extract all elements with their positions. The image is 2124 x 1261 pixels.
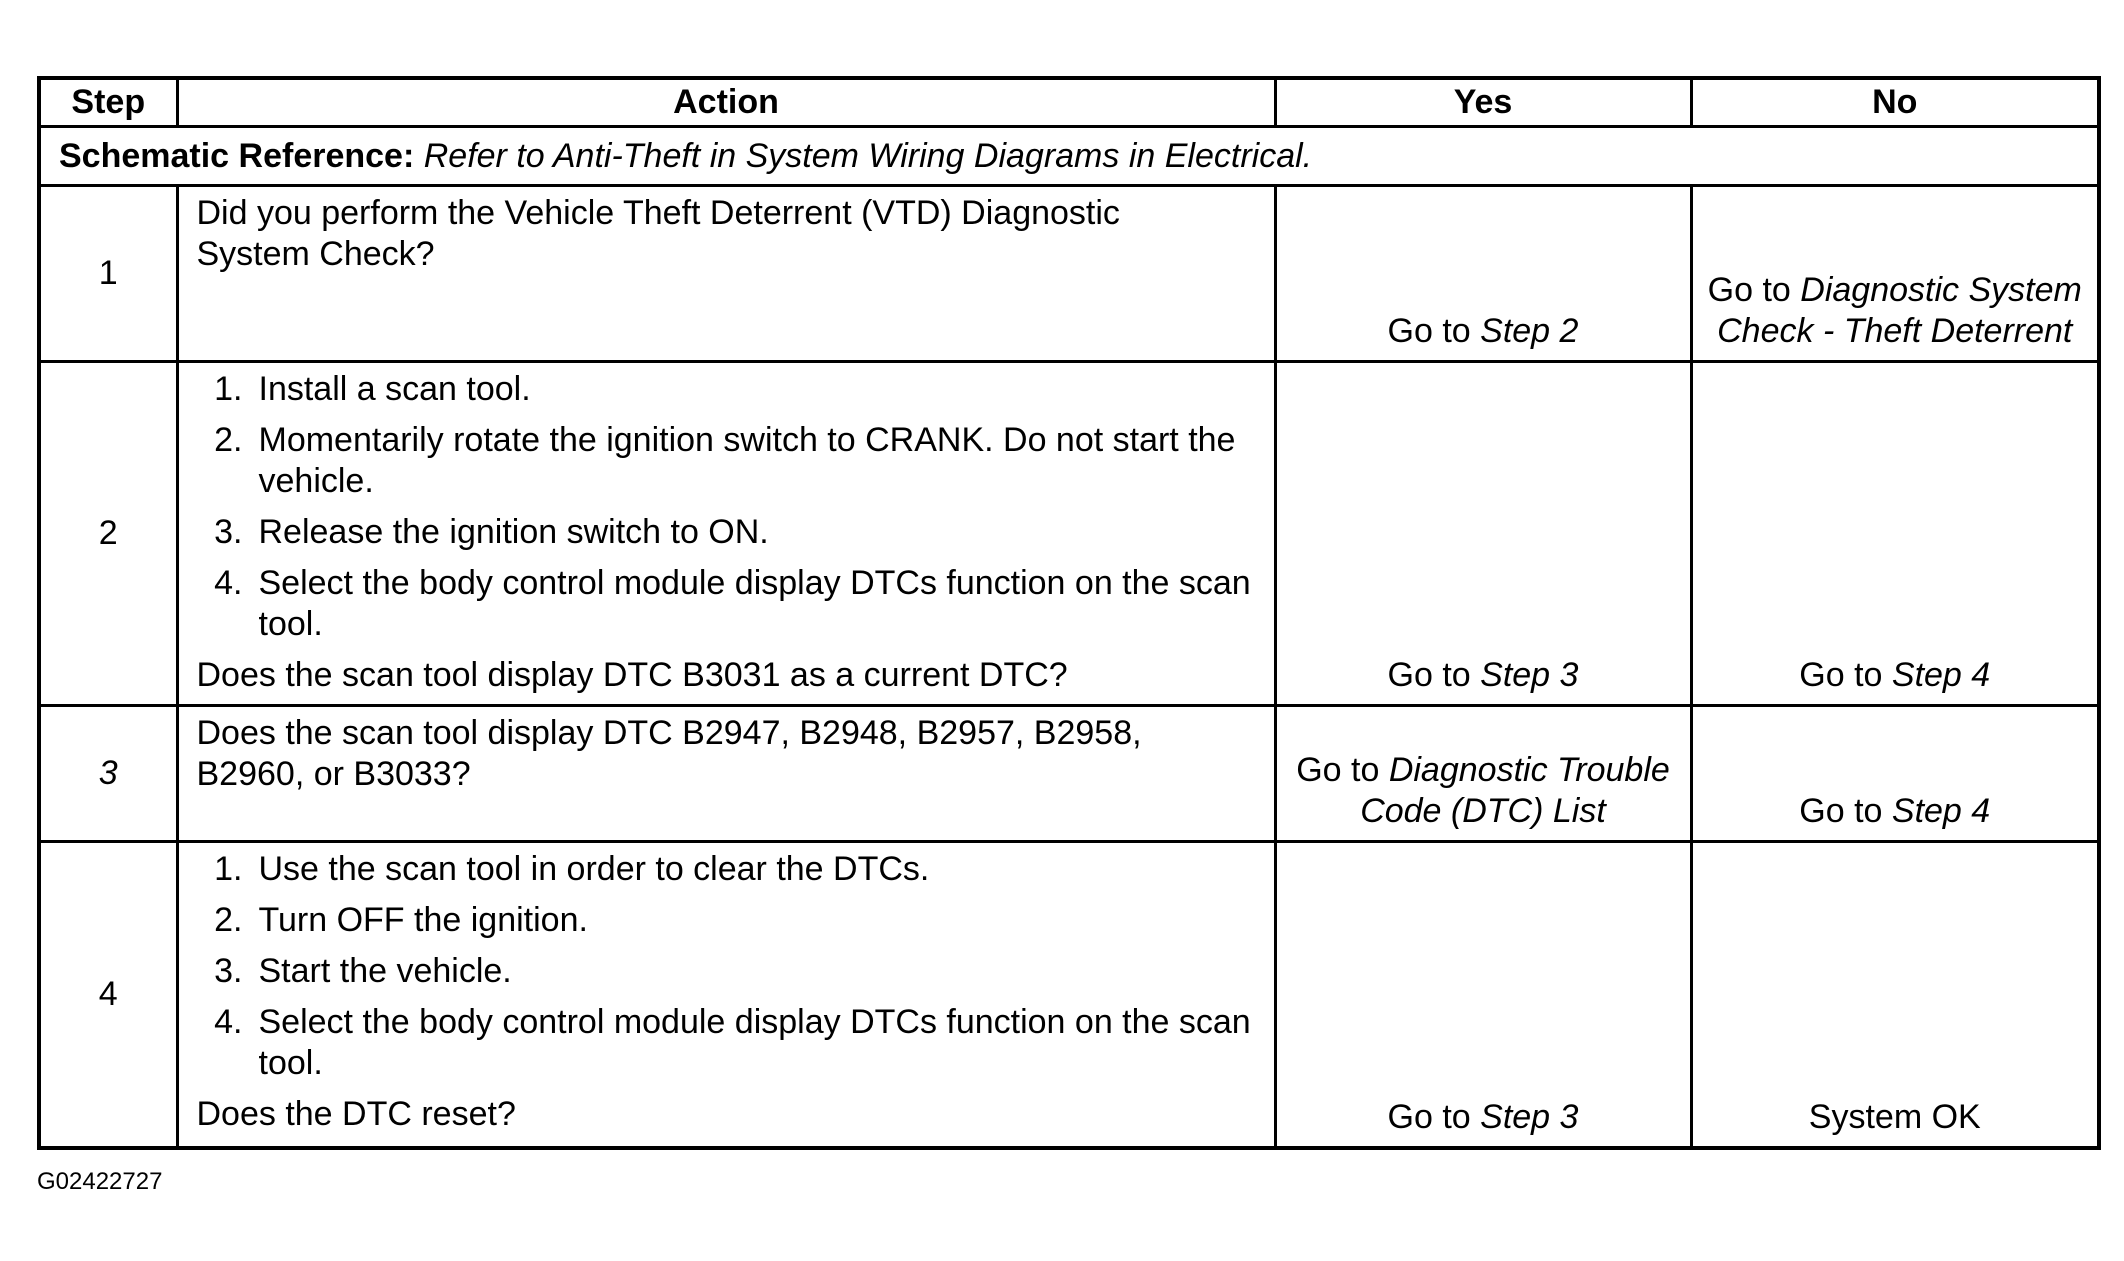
- substep-item: [197, 420, 1258, 502]
- substep-list: [197, 849, 1258, 1084]
- yes-link[interactable]: Diagnostic Trouble Code (DTC) List: [1360, 751, 1670, 830]
- step-number: 4: [39, 842, 177, 1148]
- action-text: Did you perform the Vehicle Theft Deterrent (VTD) Diagnostic System Check?: [196, 194, 1120, 273]
- yes-cell: [1275, 706, 1691, 842]
- header-no: No: [1691, 78, 2099, 127]
- substep-number: 2.: [214, 421, 243, 459]
- action-cell: [177, 186, 1275, 362]
- diagnostic-table: [37, 76, 2101, 1150]
- substep-text: Install a scan tool.: [258, 370, 531, 408]
- no-cell: [1691, 842, 2099, 1148]
- header-yes: Yes: [1275, 78, 1691, 127]
- action-text: Does the scan tool display DTC B2947, B2948, B2957, B2958, B2960, or B3033?: [196, 714, 1142, 793]
- schematic-reference: [39, 127, 2099, 186]
- yes-link[interactable]: Step 2: [1480, 312, 1579, 350]
- substep-item: [197, 951, 1258, 992]
- yes-prefix: Go to: [1387, 312, 1481, 350]
- table-row: [39, 362, 2099, 706]
- substep-text: Start the vehicle.: [258, 952, 512, 990]
- substep-number: 4.: [214, 1003, 243, 1041]
- substep-item: [197, 1002, 1258, 1084]
- no-cell: [1691, 706, 2099, 842]
- substep-item: [197, 512, 1258, 553]
- yes-prefix: Go to: [1387, 656, 1481, 694]
- no-prefix: Go to: [1799, 792, 1892, 830]
- no-prefix: Go to: [1799, 656, 1892, 694]
- schematic-reference-row: [39, 127, 2099, 186]
- action-cell: [177, 362, 1275, 706]
- no-link[interactable]: Diagnostic System Check - Theft Deterrent: [1717, 271, 2082, 350]
- substep-text: Select the body control module display DTCs function on the scan tool.: [258, 564, 1251, 643]
- step-number: 2: [39, 362, 177, 706]
- yes-cell: [1275, 362, 1691, 706]
- substep-number: 3.: [214, 513, 243, 551]
- step-number: 1: [39, 186, 177, 362]
- schematic-reference-label: Schematic Reference:: [59, 136, 415, 175]
- substep-number: 4.: [214, 564, 243, 602]
- substep-item: [197, 563, 1258, 645]
- substep-text: Release the ignition switch to ON.: [258, 513, 769, 551]
- substep-number: 3.: [214, 952, 243, 990]
- header-step: Step: [39, 78, 177, 127]
- substep-text: Turn OFF the ignition.: [258, 901, 588, 939]
- action-question: Does the DTC reset?: [196, 1095, 516, 1133]
- header-row: [39, 78, 2099, 127]
- table-row: [39, 706, 2099, 842]
- no-result: System OK: [1808, 1097, 1981, 1136]
- yes-prefix: Go to: [1296, 751, 1389, 789]
- yes-cell: [1275, 842, 1691, 1148]
- action-cell: [177, 842, 1275, 1148]
- schematic-reference-text: Refer to Anti-Theft in System Wiring Diagrams in Electrical.: [423, 136, 1313, 175]
- table-row: [39, 186, 2099, 362]
- substep-list: [197, 369, 1258, 645]
- no-link[interactable]: Step 4: [1891, 792, 1991, 830]
- substep-text: Select the body control module display DTCs function on the scan tool.: [258, 1003, 1251, 1082]
- no-link[interactable]: Step 4: [1891, 656, 1991, 694]
- substep-item: [197, 369, 1258, 410]
- table-row: [39, 842, 2099, 1148]
- yes-cell: [1275, 186, 1691, 362]
- no-prefix: Go to: [1707, 271, 1801, 309]
- figure-id: G02422727: [37, 1168, 163, 1195]
- substep-number: 1.: [214, 850, 243, 888]
- no-cell: [1691, 362, 2099, 706]
- substep-item: [197, 849, 1258, 890]
- substep-number: 1.: [214, 370, 243, 408]
- substep-text: Use the scan tool in order to clear the DTCs.: [258, 850, 930, 888]
- action-cell: [177, 706, 1275, 842]
- step-number: 3: [39, 706, 177, 842]
- header-action: Action: [177, 78, 1275, 127]
- yes-link[interactable]: Step 3: [1480, 656, 1579, 694]
- yes-link[interactable]: Step 3: [1480, 1097, 1579, 1136]
- substep-number: 2.: [214, 901, 243, 939]
- action-question: Does the scan tool display DTC B3031 as a current DTC?: [196, 656, 1068, 694]
- substep-text: Momentarily rotate the ignition switch to CRANK. Do not start the vehicle.: [258, 421, 1236, 500]
- no-cell: [1691, 186, 2099, 362]
- yes-prefix: Go to: [1387, 1097, 1481, 1136]
- substep-item: [197, 900, 1258, 941]
